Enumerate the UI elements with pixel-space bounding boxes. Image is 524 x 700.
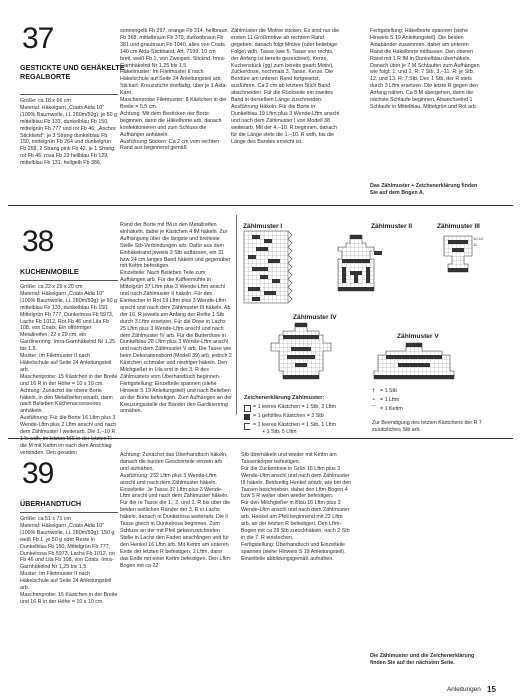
chart-4-grid xyxy=(267,323,335,383)
symbol-kettm-icon: ⌒ xyxy=(371,406,377,412)
section-number-38: 38 xyxy=(22,225,54,258)
chart-3-grid xyxy=(440,232,484,280)
text-column-39-2: Achtung: Zunächst das Überhandtuch häkeln, danach die bunten Geschirrteile einzeln arb und aufnähen. Ausführung: 232 Lftm plus 3 Wende-Lftm anschl und nach dem Zählmuster häkeln. Einzelteile: Je Tasse 37 Lftm plus 3 Wende-Lftm anschl und nach dem Zählmuster häkeln. Für die re Tasse die 1., 2. und 3. R bis über die beiden seitlichen Ränder der 3. R in Lachs häkeln, danach in Dunkelrosa weiterarb. Die li Tasse gleich in Dunkelrosa beginnen. Zum Schluss an der mit Pfeil gekennzeichneten Stelle in Lachs den Faden anschlingen und für den Henkel 16 Lftm arb. Mit Kettm am unteren Ende der letzten R befestigen, 2 Lftm, dann das Ende mit einer Kettm befestigen. Den Lftm-Bogen mit ca 22 xyxy=(120,452,232,569)
section-title-39: ÜBERHANDTUCH xyxy=(20,499,82,508)
chart-note: Zur Beendigung des letzten Kästchens der R 7 zusätzliches Stb arb. xyxy=(372,420,482,433)
section-number-37: 37 xyxy=(22,22,54,55)
chart-title-2: Zählmuster II xyxy=(371,223,413,230)
caption-37: Das Zählmuster + Zeichenerklärung finden Sie auf dem Bogen A. xyxy=(370,183,479,196)
chart-title-5: Zählmuster V xyxy=(397,333,439,340)
title-underline-37 xyxy=(20,94,118,95)
text-column-37-2: sonnengelb Fb 297, orange Fb 314, hellbraun Fb 368, mittelbraun Fb 370, dunkelbraun Fb 381 und graubraun Fb 1040, alles von Coats. 140 cm Aida-Stickband, Art. 7199, 10 cm breit, weiß Fb 1, von Zweigart. Sticknd. Imra-Garnhäkelnd Nr 1,25 bis 1,5. Häkelmuster: Im Filetmuster II nach Häkelschule auf Seite 24 Anleitungsteil arb. Stickart: Kreuzstiche dreifädig, über je 1 Aida-Karo. Maschenprobe Filetmuster: 8 Kästchen in der Breite = 5,5 cm. Achtung: Mit dem Besticken der Borte beginnen, dann die Häkelborte arb, danach konfektionieren und zum Schluss die Aufhänger anhäkeln. Ausführung Sticken: Ca 2 cm vom rechten Rand aus beginnend gemäß xyxy=(120,28,228,152)
text-column-37-3: Zählmuster die Motive sticken. Es sind nur die ersten 11 Großmotive ab rechtem Rand gegeben, danach folgt Motive (oder beliebige Folge) wdh. Tasse (wie 5. Tasse von rechts, der Anfang ist bereits gezeichnet), Kerze, Kuchenstück (gg) zum bereits gearb Motiv), Zuckerdose, nochmals 3. Tasse, Kerze. Die Bordüre am unteren Rand fortgesetzt, ausführen. Ca 2 cm ab letztem Stich Band abschneiden. Für die Rückseite ein zweites Band in derselben Länge zuschneiden. Ausführung Häkeln: Für die Borte in Dunkelblau 19 Lftm plus 3 Wende-Lftm anschl und nach dem Zählmuster I von Modell 38 weiterarb. Mit der 4.–10. R beginnen, danach für die Länge stets die 1.–10. R wdh, bis die Länge des Bandes erreicht ist. xyxy=(231,28,340,145)
text-column-39-1: Größe: ca 51 x 71 cm Material: Häkelgarn „Coats Aida 10" (100% Baumwolle, LL 280m/50g): 150 g weiß Fb 1, je 50 g oder Reste in Dunkelblau Fb 150, Mittelgrün Fb 777, Dunkelrosa Fb 5973, Lachs Fb 1012, rot Fb 46 und Lila Fb 108, von Coats. Imra-Garnhäkelnd Nr 1,25 bis 1,5. Muster: Im Filetmuster II nach Häkelschule auf Seite 24 Anleitungsteil arb. Maschenprobe: 15 Kästchen in der Breite und 16 R in der Höhe = 10 x 10 cm. xyxy=(20,516,118,605)
text-column-38-1: Größe: ca 22 x 29 x 20 cm Material: Häkelgarn „Coats Aida 10" (100% Baumwolle, LL 280m/50g): je 50 g mittelblau Fb 133, dunkelblau Fb 150, Mittelgrün Fb 777, Dunkelrosa Fb 5973, Lachs Fb 1012, Rot Fb 46 und Lila Fb 108, von Coats. Ein offörmiger Metallreifen, 22 x 29 cm, ein Gardinenring. Imra-Garnhäkelnd Nr 1,25 bis 1,5. Muster: Im Filetmuster II nach Häkelschule auf Seite 24 Anleitungsteil arb. Maschenprobe: 15 Kästchen in der Breite und 16 R in der Höhe = 10 x 10 cm. Achtung: Zunächst die obere Borte häkeln, in den Metallreifen einarb, dann nach Belieben Küchenaccessoires anhäkeln. Ausführung: Für die Borte 16 Lftm plus 3 Wende-Lftm plus 2 Lftm anschl und nach dem Zählmuster I weiterarb. Die 1.–10 R die M mit Kettm im nach dem Anschlag verbinden. Den geraden xyxy=(20,284,118,456)
section-divider-1 xyxy=(8,205,513,206)
legend-empty-box-icon xyxy=(244,405,251,412)
chart-5-grid xyxy=(370,343,458,383)
svg-text:11: 11 xyxy=(473,242,478,247)
title-underline-39 xyxy=(20,512,118,513)
legend-text-3b: + 1 Stb, 5 Lftm xyxy=(262,429,297,435)
text-column-37-4: Fertigstellung: Häkelborte spannen (siehe Hinweis S 19 Anleitungsteil). Die beiden Aidabänder zusammen, dabei am unteren Rand die Häkelborte mitfassen. Den oberen Rand mit 1 R fM in Dunkelblau überhäkeln. Danach über je 7 M Schlaufen zum Aufhängen wie folgt: 1. und 2. R: 7 Stb, 3.–11. R: je Stb, 12. und 13. R: 7 Stb, Dec 1 Stb, der R stets durch 3 Lftm ersetzen. Die letzte R gegen den Anfang nähen. Ca 8 M übergehen, dann die nächste Schlaufe beginnen. Abwechselnd 1 Schlaufe in Mittelblau, Mittelgrün und Rot arb. xyxy=(370,28,482,110)
legend-title: Zeichenerklärung Zählmuster: xyxy=(244,395,325,401)
legend-text-3: = 1 leeres Kästchen = 1 Stb, 1 Lftm xyxy=(253,422,337,428)
symbol-lftm-icon: ∘ xyxy=(372,397,376,403)
legend-text-2: = 1 gefülltes Kästchen = 3 Stb xyxy=(253,413,324,419)
legend-filled-box-icon xyxy=(244,414,250,420)
symbol-text-3: = 1 Kettm xyxy=(380,406,403,412)
svg-text:10-12: 10-12 xyxy=(473,236,484,241)
legend-text-1: = 1 leeres Kästchen = 1 Stb, 2 Lftm xyxy=(253,404,337,410)
symbol-text-2: = 1 Lftm xyxy=(380,397,400,403)
chart-title-4: Zählmuster IV xyxy=(293,314,337,321)
text-column-38-2: Rand der Borte mit fM in den Metallreifen einhäkeln, dabei je Kästchen 4 fM häkeln. Zur Aufhängung über die längste und breiteste Stelle Stb-Verbindungen arb. Dafür aus dem Einhäkelrand jeweils 3 Stb auffassen, ein 31 bzw 24 cm langes Band häkeln und gegenüber mit Kettm befestigen. Einzelteile: Nach Belieben Teile zum Aufhängen arb. Für die Kaffeemühle in Mittelgrün 37 Lftm plus 3 Wende-Lftm anschl und nach Zählmuster II häkeln. Für den Eierbecher in Rot 19 Lftm plus 3 Wende-Lftm anschl und nach dem Zählmuster III häkeln. Ab der 10. R jeweils am Anfang der Reihe 1 Stb durch 3 Lftm ersetzen. Für die Dose in Lachs 25 Lftm plus 3 Wende-Lftm anschl und nach dem Zählmuster IV arb. Für die Butterdose in Dunkelblau 28 Lftm plus 3 Wende-Lftm anschl und nach dem Zählmuster V arb. Die Tasse wie beim Dekorationsbord (Modell 39) arb, jedoch 2 Kästchen schmaler und niedriger häkeln. Den Milchgießer in Lila erst in der 3. R des Zählmusters vom Überhandtuch beginnen. Fertigstellung: Einzelteile spannen (siehe Hinweis S 19 Anleitungsteil) und nach Belieben an der Borte befestigen. Zum Aufhängen an der Kreuzungsstelle der Bänder den Gardinenring annähen. xyxy=(120,222,232,415)
symbol-stb-icon: † xyxy=(372,388,375,394)
title-underline-38 xyxy=(20,280,118,281)
column-divider xyxy=(236,215,237,415)
chart-2-grid xyxy=(330,235,382,295)
legend-half-box-icon xyxy=(244,423,250,430)
section-number-39: 39 xyxy=(22,457,54,490)
chart-title-3: Zählmuster III xyxy=(437,223,480,230)
text-column-37-1: Größe: ca 18 x 66 cm Material: Häkelgarn „Coats Aida 10" (100% Baumwolle, LL 280m/50g): je 50 g mittelblau Fb 133, dunkelblau Fb 150, mittelgrün Fb 777 und rot Fb 46; „Anchor Sticktwist": je 3 Strang dunkelblau Fb 150, mittelgrün Fb 264 und dunkelgrün Fb 268, 2 Strang pink Fb 42, je 1 Strang rot Fb 46, rosa Fb 23 hellblau Fb 129, mittelblau Fb 131, hellgelb Fb 386, xyxy=(20,98,117,167)
text-column-39-3: Stb überhäkeln und wieder mit Kettm am Tassenkörper befestigen. Für die Zuckerdose in Grün 16 Lftm plus 3 Wende-Lftm anschl und nach dem Zählmuster III häkeln. Beidseitig Henkel anarb, wie bei den Tassen beschrieben, dabei den Lftm-Bogen 4 bzw 5 R weiter oben wieder befestigen. Für den Milchgießer in Blau 16 Lftm plus 3 Wende-Lftm anschl und nach dem Zählmuster arb. Henkel am Pfeil beginnend mit 22 Lftm arb, an der letzten R befestigen. Den Lftm-Bogen mit ca 28 Stb zurückhäkeln, nach 2 Stb in die 7. R einstechen. Fertigstellung: Überhandtuch und Einzelteile spannen (siehe Hinweis S 19 Anleitungsteil). Einzelteile abbildungsgemäß aufnähen. xyxy=(241,452,352,562)
chart-title-1: Zählmuster I xyxy=(243,223,283,230)
caption-39: Die Zählmuster und die Zeichenerklärung finden Sie auf der nächsten Seite. xyxy=(370,653,476,666)
footer-label: Anleitungen xyxy=(447,686,481,693)
symbol-text-1: = 1 Stb xyxy=(380,388,397,394)
page-number: 15 xyxy=(487,685,496,694)
section-title-38: KÜCHENMOBILE xyxy=(20,267,79,276)
chart-1-grid xyxy=(244,231,292,303)
section-divider-2 xyxy=(8,438,513,439)
section-title-37: GESTICKTE UND GEHÄKELTE REGALBORTE xyxy=(20,63,125,81)
